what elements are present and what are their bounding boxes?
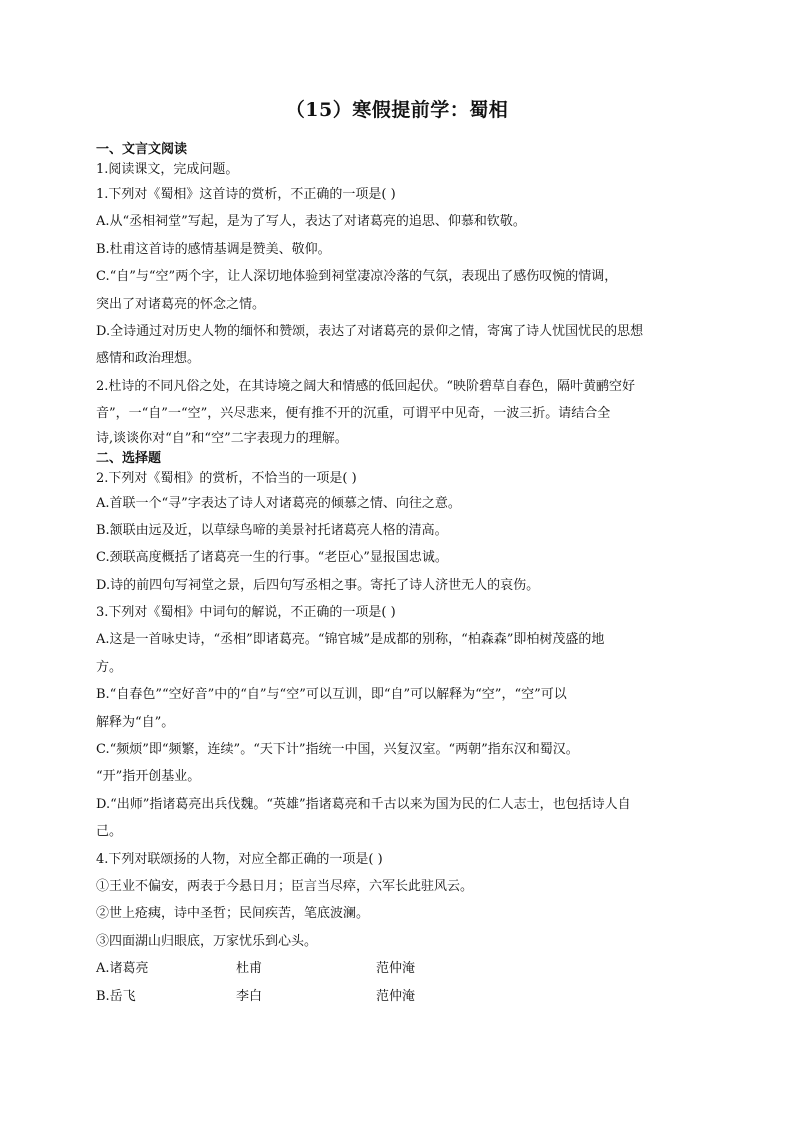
option-cell: 李白 bbox=[236, 988, 263, 1004]
question-line: 2.下列对《蜀相》的赏析，不恰当的一项是( ) bbox=[96, 470, 357, 486]
option-line: A.从“丞相祠堂”写起，是为了写人，表达了对诸葛亮的追思、仰慕和钦敬。 bbox=[96, 214, 526, 230]
question-line: 3.下列对《蜀相》中词句的解说，不正确的一项是( ) bbox=[96, 605, 396, 621]
option-line: B.杜甫这首诗的感情基调是赞美、敬仰。 bbox=[96, 241, 331, 257]
question-line: 1.阅读课文，完成问题。 bbox=[96, 162, 239, 177]
option-line: B.颔联由远及近，以草绿鸟啼的美景衬托诸葛亮人格的清高。 bbox=[96, 522, 448, 538]
couplet-line: ③四面湖山归眼底，万家忧乐到心头。 bbox=[96, 933, 318, 949]
answer-option-a bbox=[96, 955, 700, 982]
option-line: C.“频烦”即“频繁，连续”。“天下计”指统一中国，兴复汉室。“两朝”指东汉和蜀汉。 bbox=[96, 742, 579, 758]
question-line: 诗,谈谈你对“自”和“空”二字表现力的理解。 bbox=[96, 430, 348, 446]
page-title: （15）寒假提前学：蜀相 bbox=[285, 99, 509, 121]
option-line: 解释为“自”。 bbox=[96, 714, 175, 730]
option-cell: B.岳飞 bbox=[96, 988, 136, 1004]
section-heading-classical-reading: 一、文言文阅读 bbox=[96, 142, 188, 157]
question-line: 1.下列对《蜀相》这首诗的赏析，不正确的一项是( ) bbox=[96, 187, 396, 202]
option-cell: 范仲淹 bbox=[376, 988, 416, 1004]
question-line: 4.下列对联颂扬的人物，对应全都正确的一项是( ) bbox=[96, 851, 383, 867]
option-line: D.“出师”指诸葛亮出兵伐魏。“英雄”指诸葛亮和千古以来为国为民的仁人志士，也包括诗人自 bbox=[96, 796, 631, 812]
option-line: C.颈联高度概括了诸葛亮一生的行事。“老臣心”显报国忠诚。 bbox=[96, 550, 448, 566]
option-line: 方。 bbox=[96, 659, 123, 675]
option-line: “开”指开创基业。 bbox=[96, 769, 201, 785]
question-line: 2.杜诗的不同凡俗之处，在其诗境之阔大和情感的低回起伏。“映阶碧草自春色，隔叶黄鹂空好 bbox=[96, 378, 636, 394]
option-line: 己。 bbox=[96, 824, 123, 840]
option-cell: 杜甫 bbox=[236, 961, 263, 977]
option-line: D.诗的前四句写祠堂之景，后四句写丞相之事。寄托了诗人济世无人的哀伤。 bbox=[96, 577, 540, 593]
option-line: 突出了对诸葛亮的怀念之情。 bbox=[96, 296, 266, 312]
option-cell: A.诸葛亮 bbox=[96, 961, 149, 977]
section-heading-multiple-choice: 二、选择题 bbox=[96, 450, 162, 466]
document-body bbox=[96, 141, 700, 1010]
couplet-line: ②世上疮痍，诗中圣哲；民间疾苦，笔底波澜。 bbox=[96, 906, 370, 922]
couplet-line: ①王业不偏安，两表于今悬日月；臣言当尽瘁，六军长此驻风云。 bbox=[96, 878, 474, 894]
option-line: C.“自”与“空”两个字，让人深切地体验到祠堂凄凉冷落的气氛，表现出了感伤叹惋的情调， bbox=[96, 269, 618, 285]
option-line: D.全诗通过对历史人物的缅怀和赞颂，表达了对诸葛亮的景仰之情，寄寓了诗人忧国忧民的思想 bbox=[96, 323, 644, 339]
answer-option-b bbox=[96, 983, 700, 1010]
option-cell: 范仲淹 bbox=[376, 961, 416, 977]
option-line: A.这是一首咏史诗，“丞相”即诸葛亮。“锦官城”是成都的别称，“柏森森”即柏树茂盛的地 bbox=[96, 632, 605, 648]
question-line: 音”，一“自”一“空”，兴尽悲来，便有推不开的沉重，可谓平中见奇，一波三折。请结合全 bbox=[96, 406, 611, 422]
option-line: A.首联一个“寻”字表达了诗人对诸葛亮的倾慕之情、向往之意。 bbox=[96, 495, 461, 511]
option-line: 感情和政治理想。 bbox=[96, 351, 201, 367]
option-line: B.“自春色”“空好音”中的“自”与“空”可以互训，即“自”可以解释为“空”，“空”可以 bbox=[96, 687, 567, 703]
